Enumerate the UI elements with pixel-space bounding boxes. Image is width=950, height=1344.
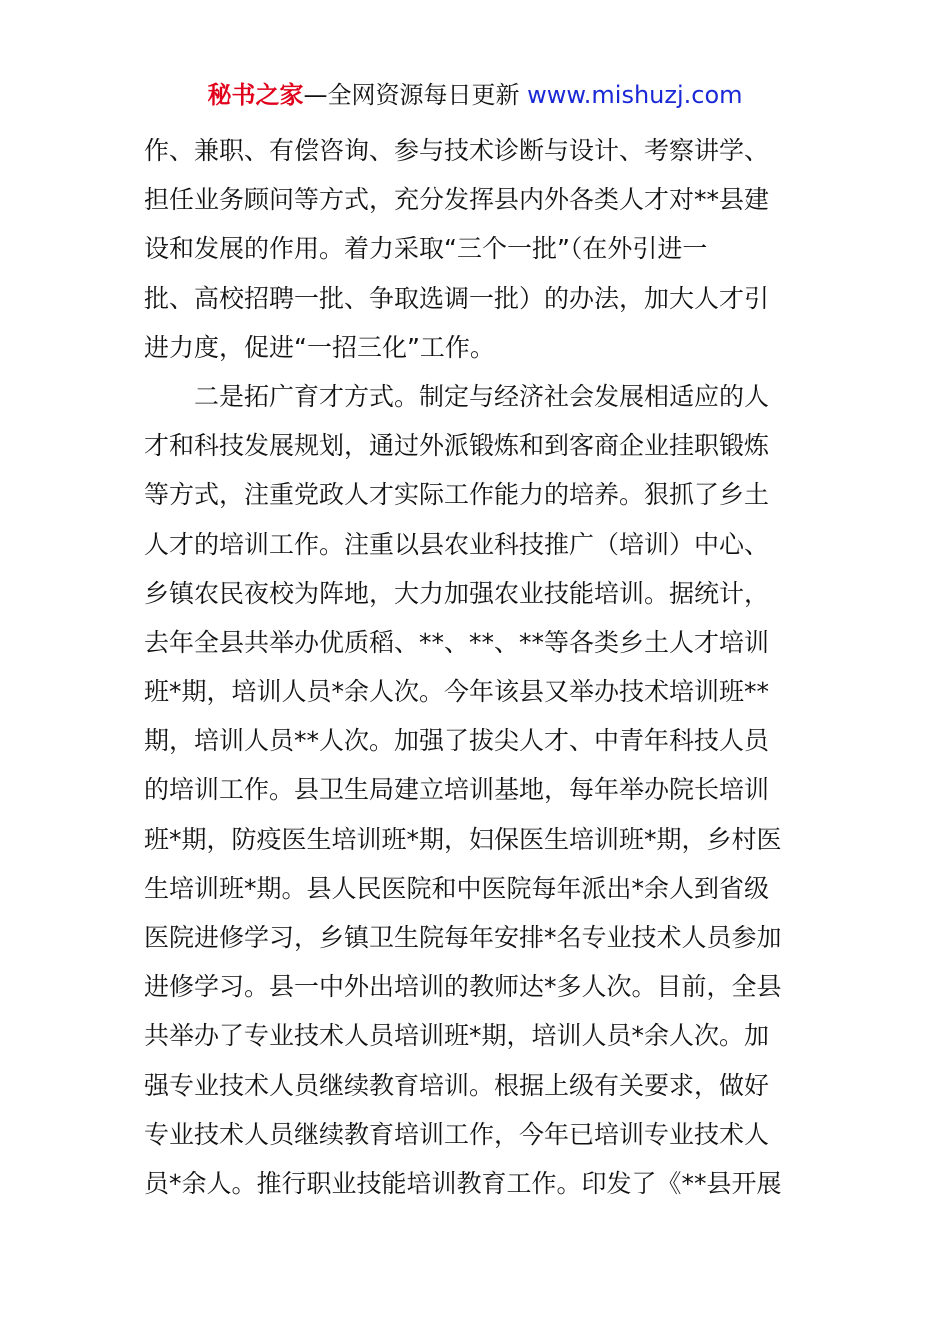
paragraph-start-line: 二是拓广育才方式。制定与经济社会发展相适应的人 bbox=[194, 381, 770, 411]
brand-name: 秘书之家 bbox=[207, 81, 304, 109]
text-line: 的培训工作。县卫生局建立培训基地，每年举办院长培训 bbox=[144, 775, 770, 805]
text-line: 设和发展的作用。着力采取“三个一批”（在外引进一 bbox=[144, 234, 708, 264]
text-line: 批、高校招聘一批、争取选调一批）的办法，加大人才引 bbox=[144, 283, 770, 313]
text-line: 进修学习。县一中外出培训的教师达*多人次。目前，全县 bbox=[144, 972, 782, 1002]
text-line: 员*余人。推行职业技能培训教育工作。印发了《**县开展 bbox=[144, 1168, 782, 1198]
text-line: 担任业务顾问等方式，充分发挥县内外各类人才对**县建 bbox=[144, 185, 770, 215]
text-line: 作、兼职、有偿咨询、参与技术诊断与设计、考察讲学、 bbox=[144, 136, 770, 165]
header-url[interactable]: www.mishuzj.com bbox=[527, 81, 743, 109]
text-line: 强专业技术人员继续教育培训。根据上级有关要求，做好 bbox=[144, 1070, 770, 1100]
text-line: 班*期，防疫医生培训班*期，妇保医生培训班*期，乡村医 bbox=[144, 824, 782, 854]
document-body bbox=[144, 126, 814, 1208]
text-line: 班*期，培训人员*余人次。今年该县又举办技术培训班** bbox=[144, 677, 770, 707]
text-line: 人才的培训工作。注重以县农业科技推广（培训）中心、 bbox=[144, 529, 770, 559]
text-line: 共举办了专业技术人员培训班*期，培训人员*余人次。加 bbox=[144, 1021, 770, 1051]
text-line: 乡镇农民夜校为阵地，大力加强农业技能培训。据统计， bbox=[144, 578, 770, 608]
header-tagline: —全网资源每日更新 bbox=[303, 81, 528, 109]
text-line: 等方式，注重党政人才实际工作能力的培养。狠抓了乡土 bbox=[144, 480, 770, 510]
page-header bbox=[0, 78, 950, 112]
text-line: 才和科技发展规划，通过外派锻炼和到客商企业挂职锻炼 bbox=[144, 431, 770, 461]
text-line: 期，培训人员**人次。加强了拔尖人才、中青年科技人员 bbox=[144, 726, 770, 756]
text-line: 去年全县共举办优质稻、**、**、**等各类乡土人才培训 bbox=[144, 627, 770, 657]
text-line: 进力度，促进“一招三化”工作。 bbox=[144, 332, 495, 362]
text-line: 专业技术人员继续教育培训工作，今年已培训专业技术人 bbox=[144, 1119, 770, 1149]
text-line: 医院进修学习，乡镇卫生院每年安排*名专业技术人员参加 bbox=[144, 923, 782, 952]
text-line: 生培训班*期。县人民医院和中医院每年派出*余人到省级 bbox=[144, 873, 770, 903]
